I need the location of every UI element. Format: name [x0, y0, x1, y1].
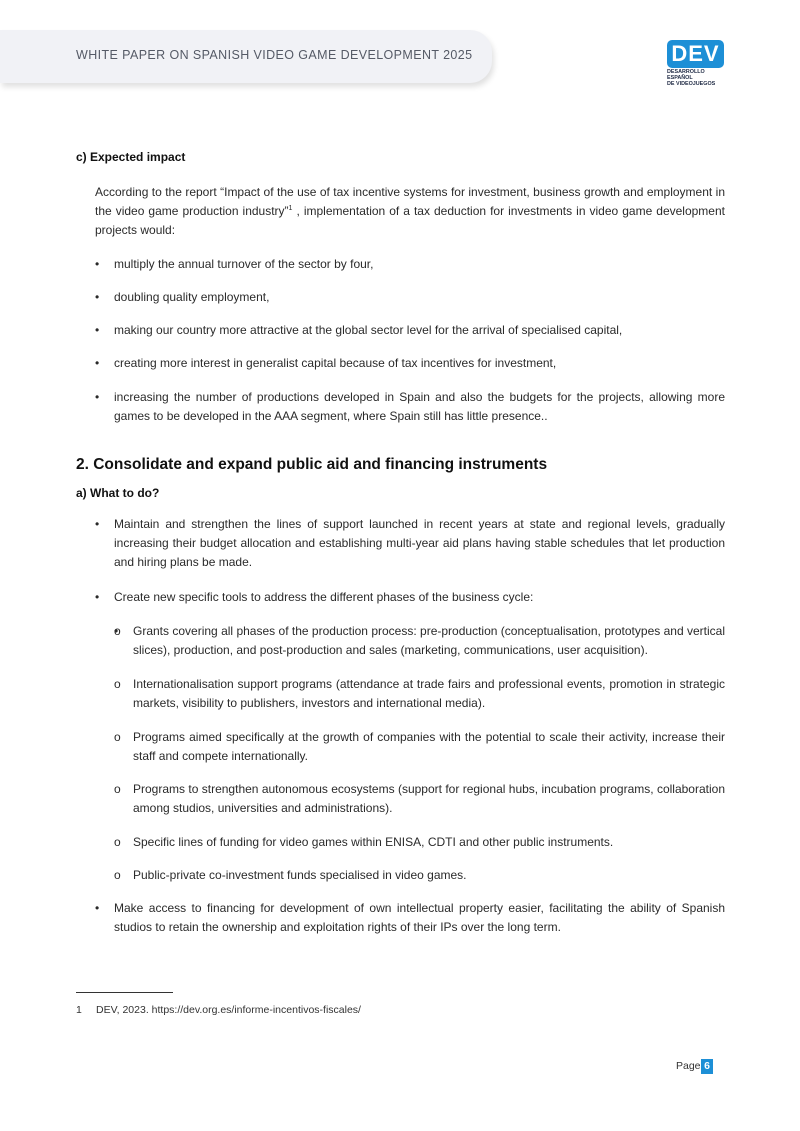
list-item: • making our country more attractive at the global sector level for the arrival of specialised capital, [95, 321, 725, 340]
section-c-intro: According to the report “Impact of the use of tax incentive systems for investment, business growth and employment in the video game production industry”$^1$ , implementation of a tax deduction for investments in video game development projects would: [95, 185, 725, 237]
dev-logo [667, 40, 725, 88]
sub-list [114, 780, 725, 818]
list-item: • multiply the annual turnover of the sector by four, [95, 255, 725, 274]
footnote-text[interactable]: DEV, 2023. https://dev.org.es/informe-incentivos-fiscales/ [96, 1004, 361, 1016]
list-item: o Specific lines of funding for video games within ENISA, CDTI and other public instruments. [114, 833, 725, 852]
section-2-subheading: a) What to do? [76, 486, 160, 500]
action-list [95, 588, 725, 607]
impact-list [95, 388, 725, 426]
list-item: • Create new specific tools to address the different phases of the business cycle: [95, 588, 725, 607]
page-number: 6 [701, 1059, 713, 1074]
list-item: o Programs to strengthen autonomous ecosystems (support for regional hubs, incubation programs, collaboration among studios, universities and administrations). [114, 780, 725, 818]
document-title: WHITE PAPER ON SPANISH VIDEO GAME DEVELOPMENT 2025 [76, 48, 473, 62]
logo-subtitle: DESARROLLO ESPAÑOL DE VIDEOJUEGOS [667, 69, 716, 88]
sub-list [114, 622, 725, 660]
list-item: • increasing the number of productions developed in Spain and also the budgets for the projects, allowing more games to be developed in the AAA segment, where Spain still has little presence.. [95, 388, 725, 426]
list-item: o Public-private co-investment funds specialised in video games. [114, 866, 725, 885]
impact-list [95, 255, 725, 274]
footnote [76, 1004, 361, 1016]
impact-list [95, 288, 725, 307]
sub-list [114, 728, 725, 766]
sub-list [114, 833, 725, 852]
sub-list [114, 866, 725, 885]
section-2-heading: 2. Consolidate and expand public aid and financing instruments [76, 456, 548, 473]
sub-list [114, 675, 725, 713]
list-item: • creating more interest in generalist capital because of tax incentives for investment, [95, 354, 725, 373]
section-c-heading: c) Expected impact [76, 150, 186, 164]
page-label: Page [676, 1060, 701, 1072]
logo-badge: DEV [667, 40, 724, 68]
list-item: o Grants covering all phases of the production process: pre-production (conceptualisation, prototypes and vertical slices), production, and post-production and sales (marketing, communications, user acquisition). [114, 622, 725, 660]
footnote-number: 1 [76, 1004, 82, 1016]
action-list [95, 515, 725, 572]
list-item: o Programs aimed specifically at the growth of companies with the potential to scale their activity, increase their staff and compete internationally. [114, 728, 725, 766]
list-item: • Make access to financing for development of own intellectual property easier, facilitating the ability of Spanish studios to retain the ownership and exploitation rights of their IPs over the long term. [95, 899, 725, 937]
list-item: • Maintain and strengthen the lines of support launched in recent years at state and regional levels, gradually increasing their budget allocation and establishing multi-year aid plans having stable schedules that let production and hiring plans be made. [95, 515, 725, 572]
impact-list [95, 354, 725, 373]
footnote-divider [76, 992, 173, 993]
footnote-ref[interactable]: 1 [288, 205, 293, 212]
list-item: • doubling quality employment, [95, 288, 725, 307]
impact-list [95, 321, 725, 340]
list-item: o Internationalisation support programs (attendance at trade fairs and professional events, promotion in strategic markets, visibility to publishers, investors and international media). [114, 675, 725, 713]
action-list [95, 899, 725, 937]
